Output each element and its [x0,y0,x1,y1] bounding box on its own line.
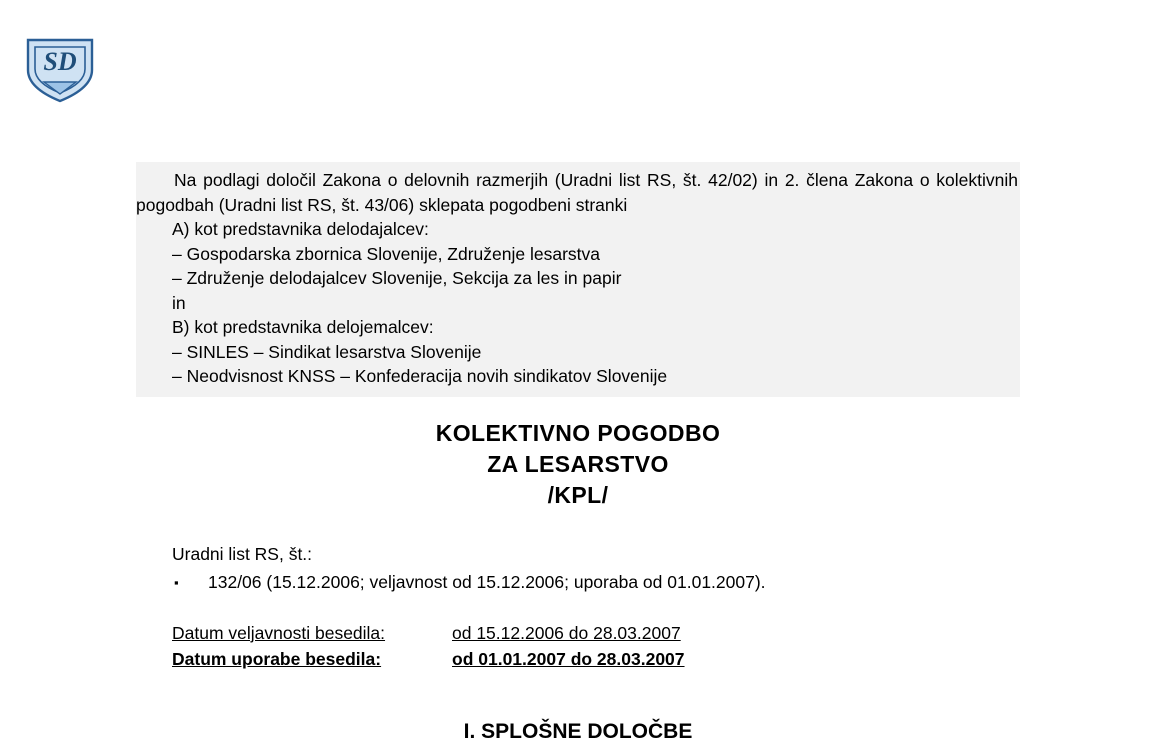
validity-value-text: od 15.12.2006 do 28.03.2007 [452,623,681,643]
validity-row-text [172,620,1012,646]
intro-line-zds: – Združenje delodajalcev Slovenije, Sekcija za les in papir [172,268,622,288]
intro-line-gzs: – Gospodarska zbornica Slovenije, Združenje lesarstva [172,243,600,264]
intro-line-b: B) kot predstavnika delojemalcev: [172,317,434,337]
gazette-item-text: 132/06 (15.12.2006; veljavnost od 15.12.2006; uporaba od 01.01.2007). [208,572,766,592]
validity-section [172,620,1012,672]
validity-label-text: Datum veljavnosti besedila: [172,623,386,643]
gazette-section [172,542,1012,594]
intro-paragraph: Na podlagi določil Zakona o delovnih razmerjih (Uradni list RS, št. 42/02) in 2. člena Zakona o kolektivnih pogodbah (Uradni list RS, št. 43/06) sklepata pogodbeni stranki [136,170,1018,215]
intro-block [136,162,1020,397]
title-line-2: ZA LESARSTVO [487,451,669,477]
svg-text:SD: SD [43,47,77,76]
title-line-3: /KPL/ [547,482,609,508]
intro-line-a: A) kot predstavnika delodajalcev: [172,219,429,239]
validity-row-use [172,646,1012,672]
intro-line-knss: – Neodvisnost KNSS – Konfederacija novih sindikatov Slovenije [172,366,668,386]
validity-label-use: Datum uporabe besedila: [172,649,382,669]
square-bullet-icon: ▪ [174,575,179,590]
gazette-heading: Uradni list RS, št.: [172,544,313,564]
list-item [172,570,1012,594]
validity-value-use: od 01.01.2007 do 28.03.2007 [452,649,685,669]
document-title [136,418,1020,511]
intro-line-sinles: – SINLES – Sindikat lesarstva Slovenije [172,341,482,362]
chapter-heading: I. SPLOŠNE DOLOČBE [463,720,693,743]
title-line-1: KOLEKTIVNO POGODBO [435,420,721,446]
intro-line-in: in [172,292,186,313]
sd-shield-logo [24,36,96,104]
